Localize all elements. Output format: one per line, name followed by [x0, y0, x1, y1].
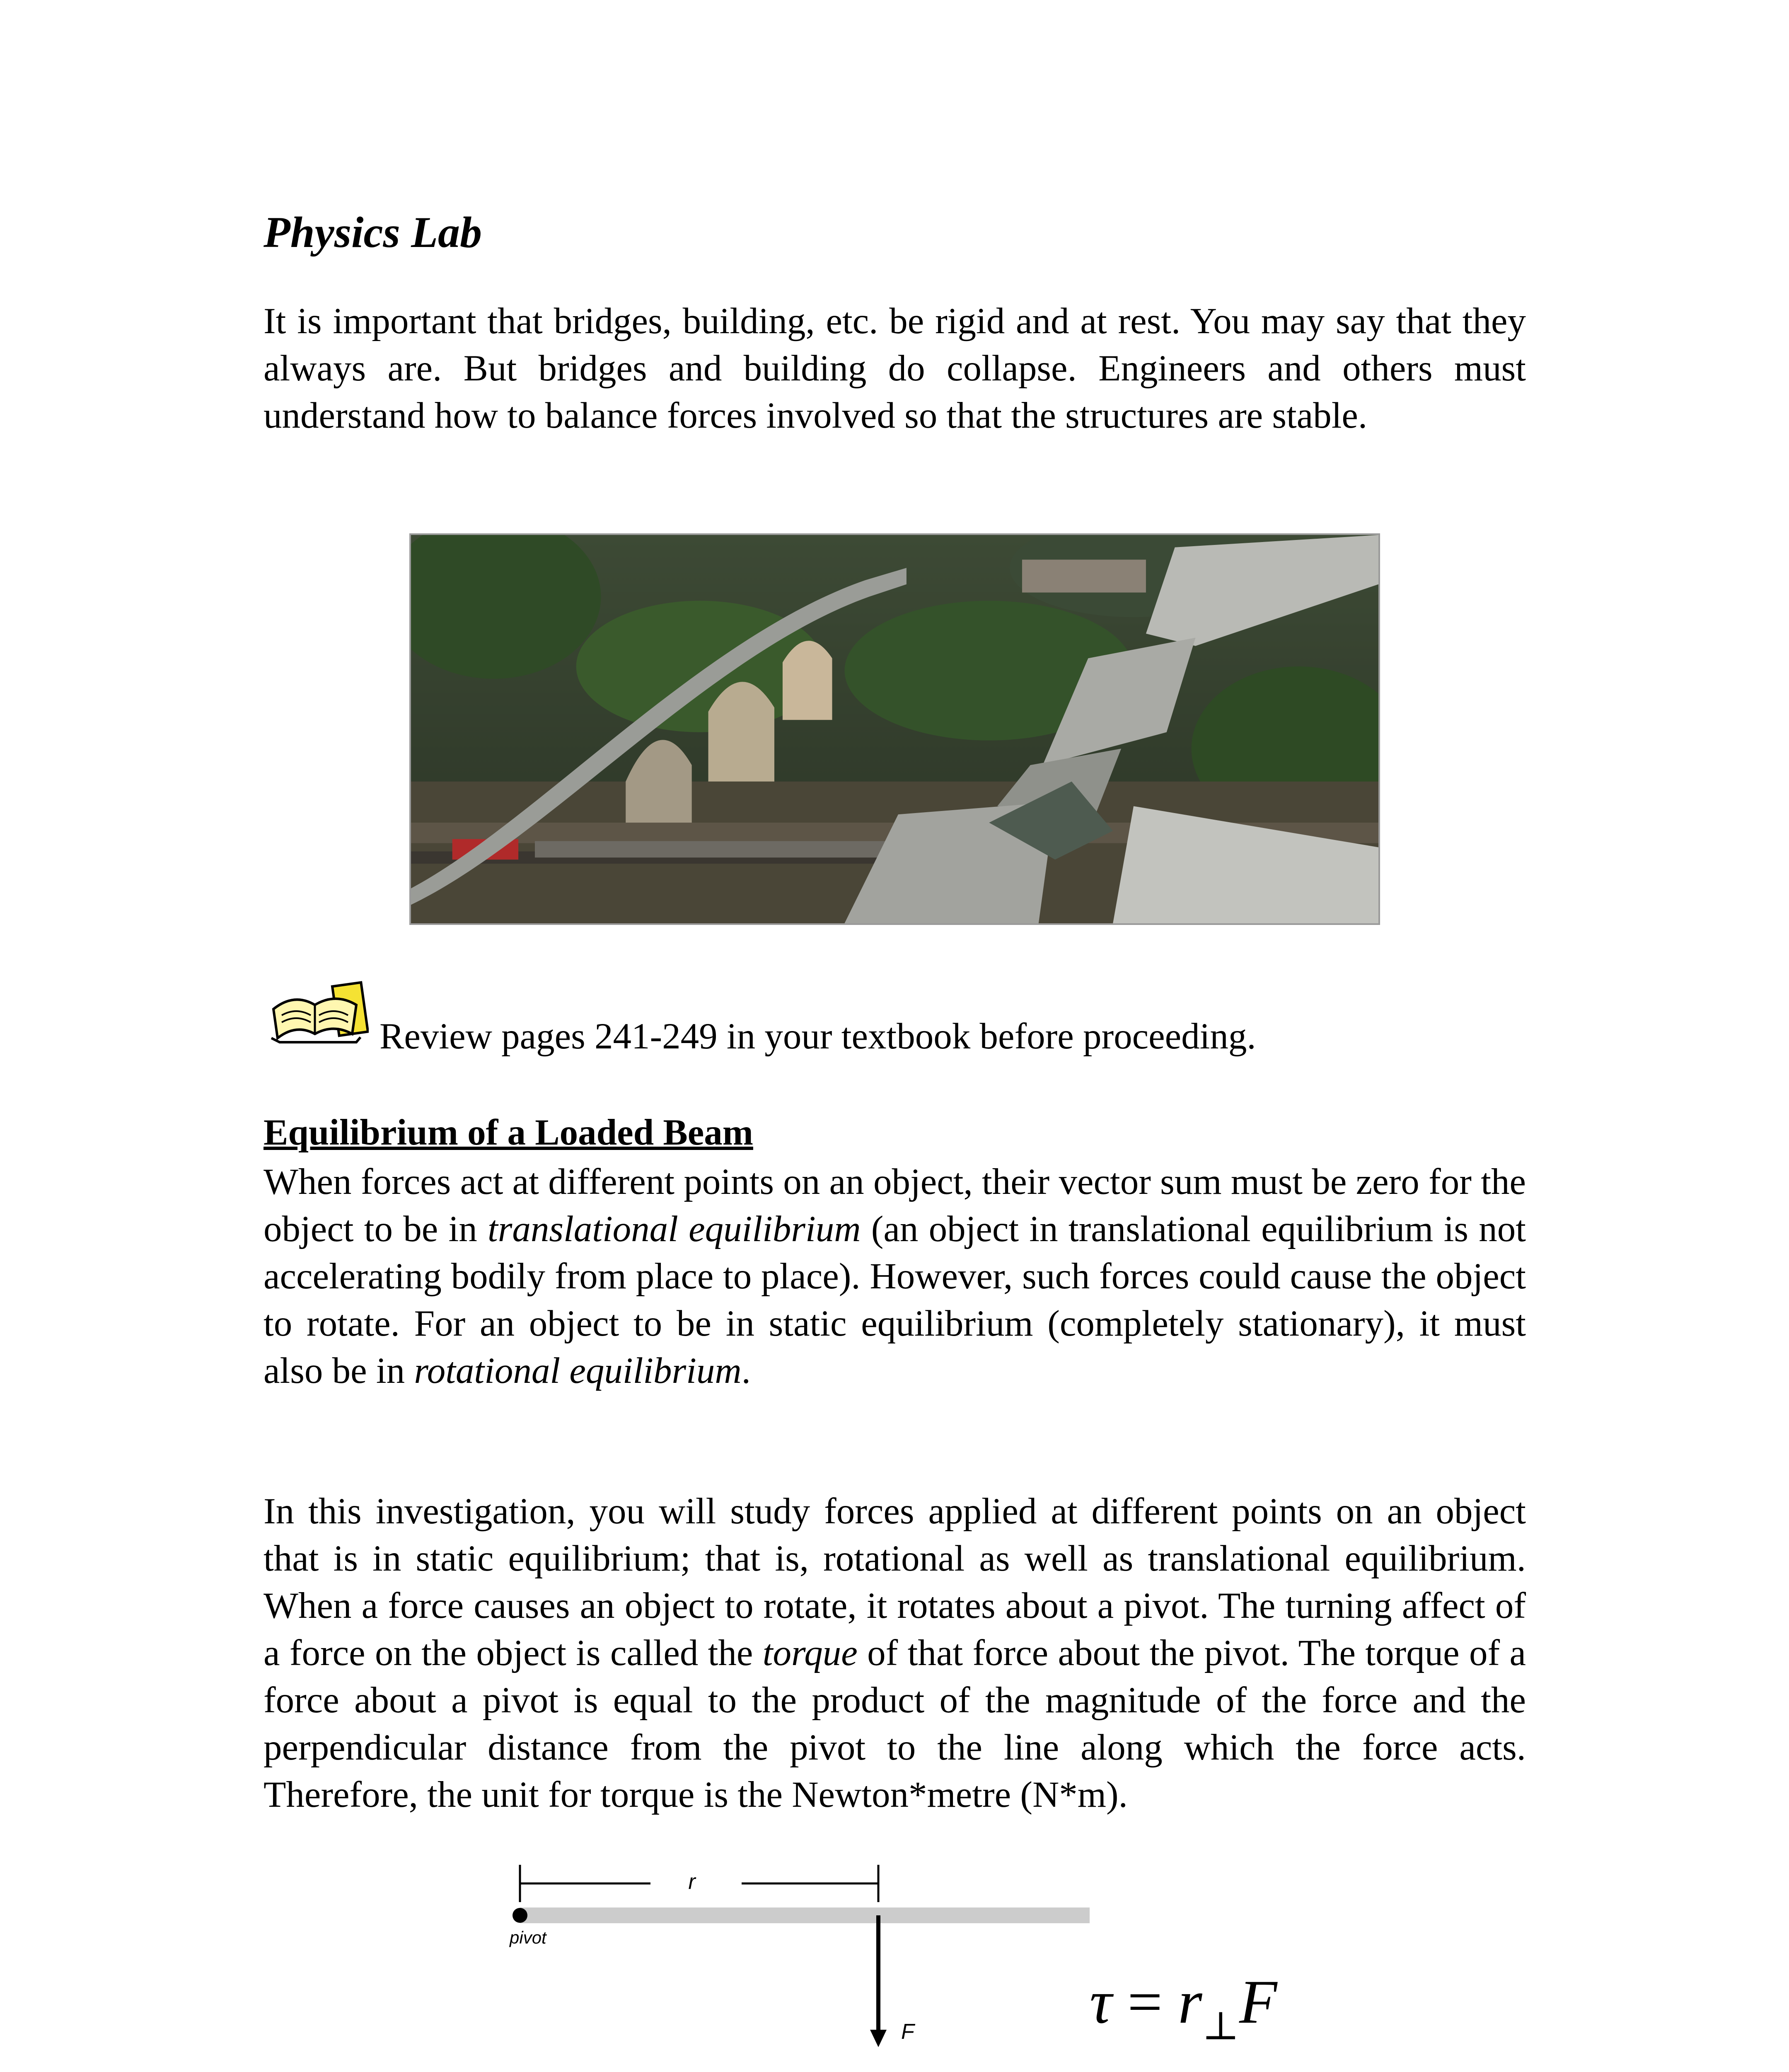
- review-instruction: Review pages 241-249 in your textbook before proceeding.: [380, 1016, 1256, 1057]
- section-heading: Equilibrium of a Loaded Beam: [264, 1112, 753, 1153]
- pivot-label: pivot: [510, 1928, 546, 1947]
- torque-formula: $\tau = r_\perp F$: [1090, 1968, 1277, 2048]
- pivot-point: [513, 1908, 527, 1923]
- force-arrow-head: [870, 2030, 887, 2047]
- page-title: Physics Lab: [264, 208, 482, 257]
- torque-term: torque: [762, 1633, 858, 1673]
- r-label: r: [688, 1870, 696, 1894]
- beam-paragraph: When forces act at different points on an object, their vector sum must be zero for the object to be in translational equilibrium (an object in translational equilibrium is not accelerating bodily from place to place). However, such forces could cause the object to rotate. For an object to be in static equilibrium (completely stationary), it must also be in rotational equilibrium.: [264, 1162, 1526, 1391]
- translational-equilibrium-term: translational equilibrium: [488, 1209, 861, 1249]
- open-book-icon: [265, 980, 369, 1046]
- bridge-photo-illustration: [411, 535, 1378, 923]
- collapsed-bridge-photo: [409, 533, 1380, 925]
- investigation-paragraph: In this investigation, you will study forces applied at different points on an object that is in static equilibrium; that is, rotational as well as translational equilibrium. When a force causes an object to rotate, it rotates about a pivot. The turning affect of a force on the object is called the torque of that force about the pivot. The torque of a force about a pivot is equal to the product of the magnitude of the force and the perpendicular distance from the pivot to the line along which the force acts. Therefore, the unit for torque is the Newton*metre (N*m).: [264, 1491, 1526, 1815]
- intro-paragraph: It is important that bridges, building, etc. be rigid and at rest. You may say that they always are. But bridges and building do collapse. Engineers and others must understand how to balance forces involved so that the structures are stable.: [264, 301, 1526, 436]
- beam: [520, 1907, 1090, 1923]
- force-label: F: [901, 2020, 914, 2044]
- rotational-equilibrium-term: rotational equilibrium: [414, 1351, 742, 1391]
